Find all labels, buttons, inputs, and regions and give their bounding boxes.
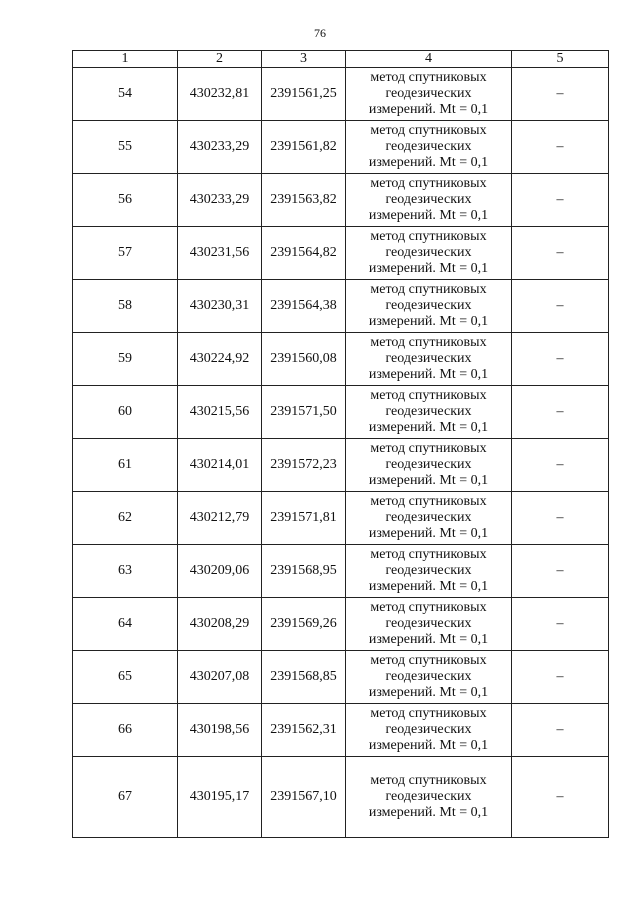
- coordinate-y: 2391564,82: [262, 227, 346, 280]
- method-line: геодезических: [385, 457, 472, 472]
- method-line: измерений. Mt = 0,1: [368, 805, 489, 820]
- coordinate-y: 2391572,23: [262, 439, 346, 492]
- point-number: 55: [73, 121, 178, 174]
- method-line: метод спутниковых: [370, 123, 487, 138]
- coordinate-x: 430233,29: [178, 121, 262, 174]
- method-description: [346, 492, 512, 545]
- table-row: [73, 492, 609, 545]
- coordinate-x: 430233,29: [178, 174, 262, 227]
- coordinate-x: 430208,29: [178, 598, 262, 651]
- coordinate-x: 430214,01: [178, 439, 262, 492]
- method-line: измерений. Mt = 0,1: [368, 473, 489, 488]
- coordinate-y: 2391560,08: [262, 333, 346, 386]
- point-number: 54: [73, 68, 178, 121]
- method-line: метод спутниковых: [370, 547, 487, 562]
- method-description: [346, 545, 512, 598]
- coordinate-y: 2391563,82: [262, 174, 346, 227]
- point-number: 56: [73, 174, 178, 227]
- table-row: [73, 280, 609, 333]
- method-line: метод спутниковых: [370, 335, 487, 350]
- method-line: метод спутниковых: [370, 653, 487, 668]
- header-col-4: 4: [346, 51, 512, 68]
- coordinate-x: 430230,31: [178, 280, 262, 333]
- table-body: [73, 68, 609, 838]
- header-col-3: 3: [262, 51, 346, 68]
- method-description: [346, 651, 512, 704]
- point-number: 59: [73, 333, 178, 386]
- coordinate-y: 2391567,10: [262, 757, 346, 838]
- coordinate-y: 2391564,38: [262, 280, 346, 333]
- point-number: 57: [73, 227, 178, 280]
- coordinate-y: 2391568,95: [262, 545, 346, 598]
- note-cell: –: [512, 545, 609, 598]
- coordinate-y: 2391562,31: [262, 704, 346, 757]
- point-number: 61: [73, 439, 178, 492]
- point-number: 67: [73, 757, 178, 838]
- method-line: измерений. Mt = 0,1: [368, 738, 489, 753]
- table-row: [73, 598, 609, 651]
- header-row: [73, 51, 609, 68]
- point-number: 58: [73, 280, 178, 333]
- note-cell: –: [512, 121, 609, 174]
- coordinate-x: 430209,06: [178, 545, 262, 598]
- note-cell: –: [512, 280, 609, 333]
- method-line: геодезических: [385, 669, 472, 684]
- method-line: измерений. Mt = 0,1: [368, 261, 489, 276]
- table-row: [73, 651, 609, 704]
- point-number: 62: [73, 492, 178, 545]
- note-cell: –: [512, 757, 609, 838]
- note-cell: –: [512, 439, 609, 492]
- method-description: [346, 386, 512, 439]
- coordinate-x: 430215,56: [178, 386, 262, 439]
- note-cell: –: [512, 333, 609, 386]
- method-line: метод спутниковых: [370, 494, 487, 509]
- page-number: 76: [314, 26, 326, 40]
- method-line: метод спутниковых: [370, 441, 487, 456]
- method-description: [346, 280, 512, 333]
- point-number: 65: [73, 651, 178, 704]
- point-number: 66: [73, 704, 178, 757]
- table-row: [73, 227, 609, 280]
- method-line: геодезических: [385, 616, 472, 631]
- method-line: геодезических: [385, 192, 472, 207]
- method-line: измерений. Mt = 0,1: [368, 102, 489, 117]
- method-description: [346, 68, 512, 121]
- table-row: [73, 545, 609, 598]
- method-line: геодезических: [385, 351, 472, 366]
- coordinate-x: 430207,08: [178, 651, 262, 704]
- coordinate-y: 2391561,82: [262, 121, 346, 174]
- header-col-5: 5: [512, 51, 609, 68]
- method-description: [346, 227, 512, 280]
- method-line: измерений. Mt = 0,1: [368, 632, 489, 647]
- coordinates-table: [72, 50, 609, 838]
- coordinate-y: 2391568,85: [262, 651, 346, 704]
- method-line: измерений. Mt = 0,1: [368, 685, 489, 700]
- method-line: геодезических: [385, 722, 472, 737]
- method-line: геодезических: [385, 404, 472, 419]
- method-line: измерений. Mt = 0,1: [368, 367, 489, 382]
- table-row: [73, 386, 609, 439]
- method-description: [346, 174, 512, 227]
- method-line: измерений. Mt = 0,1: [368, 526, 489, 541]
- note-cell: –: [512, 651, 609, 704]
- method-line: геодезических: [385, 86, 472, 101]
- method-line: метод спутниковых: [370, 706, 487, 721]
- method-line: геодезических: [385, 298, 472, 313]
- coordinate-x: 430224,92: [178, 333, 262, 386]
- method-line: измерений. Mt = 0,1: [368, 314, 489, 329]
- method-line: метод спутниковых: [370, 282, 487, 297]
- coordinate-x: 430195,17: [178, 757, 262, 838]
- point-number: 64: [73, 598, 178, 651]
- method-line: геодезических: [385, 245, 472, 260]
- method-line: геодезических: [385, 563, 472, 578]
- note-cell: –: [512, 704, 609, 757]
- method-line: измерений. Mt = 0,1: [368, 579, 489, 594]
- method-line: геодезических: [385, 139, 472, 154]
- table-row: [73, 68, 609, 121]
- method-line: метод спутниковых: [370, 773, 487, 788]
- method-line: метод спутниковых: [370, 176, 487, 191]
- method-line: метод спутниковых: [370, 600, 487, 615]
- header-col-1: 1: [73, 51, 178, 68]
- method-description: [346, 439, 512, 492]
- method-description: [346, 757, 512, 838]
- note-cell: –: [512, 492, 609, 545]
- table-row: [73, 333, 609, 386]
- note-cell: –: [512, 227, 609, 280]
- method-line: измерений. Mt = 0,1: [368, 208, 489, 223]
- method-description: [346, 333, 512, 386]
- method-line: измерений. Mt = 0,1: [368, 155, 489, 170]
- coordinate-x: 430212,79: [178, 492, 262, 545]
- coordinate-x: 430198,56: [178, 704, 262, 757]
- coordinate-x: 430231,56: [178, 227, 262, 280]
- point-number: 60: [73, 386, 178, 439]
- table-row: [73, 704, 609, 757]
- header-col-2: 2: [178, 51, 262, 68]
- method-line: метод спутниковых: [370, 388, 487, 403]
- method-line: метод спутниковых: [370, 229, 487, 244]
- coordinate-y: 2391561,25: [262, 68, 346, 121]
- point-number: 63: [73, 545, 178, 598]
- table-row: [73, 174, 609, 227]
- coordinate-y: 2391571,81: [262, 492, 346, 545]
- method-line: измерений. Mt = 0,1: [368, 420, 489, 435]
- coordinate-y: 2391571,50: [262, 386, 346, 439]
- note-cell: –: [512, 174, 609, 227]
- method-line: метод спутниковых: [370, 70, 487, 85]
- note-cell: –: [512, 598, 609, 651]
- method-description: [346, 704, 512, 757]
- method-line: геодезических: [385, 789, 472, 804]
- method-description: [346, 121, 512, 174]
- method-description: [346, 598, 512, 651]
- table-row: [73, 439, 609, 492]
- table-row: [73, 757, 609, 838]
- method-line: геодезических: [385, 510, 472, 525]
- coordinate-y: 2391569,26: [262, 598, 346, 651]
- coordinate-x: 430232,81: [178, 68, 262, 121]
- note-cell: –: [512, 68, 609, 121]
- note-cell: –: [512, 386, 609, 439]
- table-row: [73, 121, 609, 174]
